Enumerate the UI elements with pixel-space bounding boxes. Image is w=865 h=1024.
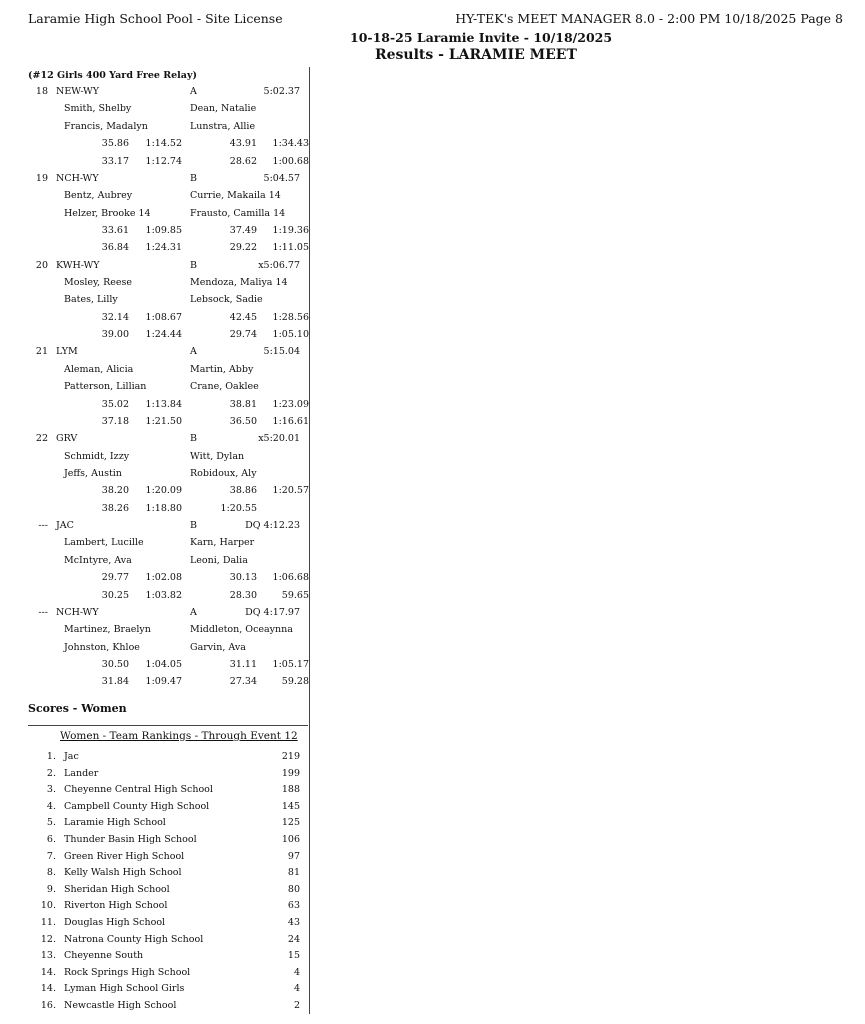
rank-score: 145	[281, 800, 300, 812]
relay-team: GRV	[56, 433, 78, 445]
rank-team: Campbell County High School	[64, 800, 210, 812]
split-time: 1:18.80	[145, 502, 182, 514]
swimmer-name: Schmidt, Izzy	[64, 450, 130, 462]
relay-letter: B	[190, 172, 197, 184]
split-time: 1:04.05	[145, 659, 182, 670]
relay-place: 19	[35, 172, 48, 184]
relay-place: 18	[35, 86, 48, 97]
rank-team: Rock Springs High School	[64, 966, 191, 978]
swimmer-name: Bates, Lilly	[64, 294, 118, 306]
split-time: 1:00.68	[272, 155, 309, 167]
rank-number: 7.	[46, 850, 56, 862]
split-time: 28.30	[229, 589, 257, 601]
scores-heading: Scores - Women	[28, 702, 127, 715]
column-divider	[309, 67, 310, 1014]
rank-number: 3.	[46, 784, 56, 796]
split-time: 37.18	[101, 416, 129, 427]
split-time: 29.74	[229, 329, 257, 341]
split-time: 30.50	[101, 659, 129, 670]
split-time: 1:14.52	[145, 138, 182, 150]
rank-score: 4	[293, 983, 300, 995]
swimmer-name: Crane, Oaklee	[190, 381, 259, 393]
rank-number: 6.	[46, 834, 56, 845]
results-title: Results - LARAMIE MEET	[375, 47, 577, 63]
split-time: 1:05.17	[272, 659, 309, 670]
rank-score: 199	[281, 767, 300, 779]
split-time: 1:24.31	[145, 242, 182, 254]
rank-team: Kelly Walsh High School	[64, 867, 182, 879]
relay-team: LYM	[56, 346, 78, 358]
rank-number: 5.	[46, 817, 56, 829]
rank-number: 14.	[40, 966, 56, 978]
relay-letter: A	[190, 606, 197, 618]
swimmer-name: McIntyre, Ava	[64, 554, 132, 566]
page-header-left: Laramie High School Pool - Site License	[28, 11, 283, 26]
rank-number: 16.	[40, 1000, 56, 1011]
split-time: 30.13	[229, 572, 257, 584]
swimmer-name: Middleton, Oceaynna	[190, 624, 293, 636]
split-time: 1:23.09	[272, 398, 309, 410]
swimmer-name: Martinez, Braelyn	[64, 624, 151, 636]
relay-time: x5:06.77	[258, 259, 300, 271]
rank-number: 8.	[46, 867, 56, 879]
rank-score: 188	[281, 784, 300, 796]
split-time: 1:21.50	[145, 416, 182, 427]
rank-score: 4	[293, 966, 300, 978]
rank-team: Thunder Basin High School	[64, 834, 197, 845]
split-time: 36.50	[229, 416, 257, 427]
swimmer-name: Francis, Madalyn	[64, 120, 148, 132]
rank-number: 11.	[40, 917, 56, 928]
split-time: 43.91	[229, 138, 257, 150]
rank-score: 43	[287, 917, 300, 928]
rank-team: Jac	[64, 751, 79, 762]
swimmer-name: Lambert, Lucille	[64, 537, 144, 549]
rank-score: 106	[281, 834, 300, 845]
split-time: 27.34	[229, 676, 257, 688]
rank-score: 63	[287, 900, 300, 912]
rank-team: Laramie High School	[64, 817, 166, 829]
relay-letter: B	[190, 520, 197, 531]
split-time: 1:05.10	[272, 329, 309, 341]
split-time: 32.14	[101, 311, 129, 323]
relay-place: 22	[35, 433, 48, 445]
rank-team: Newcastle High School	[64, 1000, 177, 1011]
relay-letter: B	[190, 433, 197, 445]
rank-team: Lander	[64, 767, 99, 779]
swimmer-name: Dean, Natalie	[190, 103, 257, 115]
split-time: 33.17	[101, 155, 129, 167]
split-time: 1:11.05	[272, 242, 309, 254]
swimmer-name: Mosley, Reese	[64, 277, 133, 288]
split-time: 1:13.84	[145, 398, 182, 410]
split-time: 1:34.43	[272, 138, 309, 150]
swimmer-name: Lunstra, Allie	[190, 120, 256, 132]
relay-time: 5:15.04	[263, 346, 300, 358]
split-time: 36.84	[101, 242, 129, 254]
swimmer-name: Robidoux, Aly	[190, 468, 257, 479]
split-time: 1:24.44	[145, 329, 182, 341]
rank-team: Riverton High School	[64, 900, 168, 912]
relay-place: 20	[35, 259, 48, 271]
swimmer-name: Garvin, Ava	[190, 641, 246, 653]
rank-team: Natrona County High School	[64, 933, 204, 945]
rank-number: 2.	[46, 767, 56, 779]
split-time: 42.45	[229, 311, 257, 323]
split-time: 1:09.85	[145, 225, 182, 236]
split-time: 1:20.57	[272, 485, 309, 497]
rank-team: Green River High School	[64, 850, 185, 862]
relay-team: JAC	[56, 520, 74, 531]
rank-score: 97	[287, 850, 300, 862]
rank-score: 219	[281, 751, 300, 762]
split-time: 1:02.08	[145, 572, 182, 584]
split-time: 35.02	[101, 398, 129, 410]
rank-number: 4.	[46, 800, 56, 812]
split-time: 28.62	[229, 155, 257, 167]
event-title: (#12 Girls 400 Yard Free Relay)	[28, 70, 197, 81]
rank-number: 13.	[40, 950, 56, 962]
split-time: 1:20.09	[145, 485, 182, 497]
page-header-right: HY-TEK's MEET MANAGER 8.0 - 2:00 PM 10/18/2025 Page 8	[455, 11, 843, 26]
relay-time: x5:20.01	[258, 433, 300, 445]
split-time: 35.86	[101, 138, 129, 150]
split-time: 1:03.82	[145, 589, 182, 601]
split-time: 39.00	[101, 329, 129, 341]
split-time: 1:28.56	[272, 311, 309, 323]
rankings-divider	[28, 725, 308, 726]
split-time: 29.22	[229, 242, 257, 254]
split-time: 37.49	[229, 225, 257, 236]
swimmer-name: Helzer, Brooke 14	[64, 207, 151, 219]
rank-number: 9.	[46, 883, 56, 895]
relay-time: 5:02.37	[263, 86, 300, 97]
rank-team: Sheridan High School	[64, 883, 170, 895]
rank-team: Lyman High School Girls	[64, 983, 185, 995]
split-time: 1:16.61	[272, 416, 309, 427]
split-time: 29.77	[101, 572, 129, 584]
relay-team: KWH-WY	[56, 259, 100, 271]
swimmer-name: Bentz, Aubrey	[64, 190, 133, 202]
relay-team: NCH-WY	[56, 172, 99, 184]
meet-subtitle: 10-18-25 Laramie Invite - 10/18/2025	[350, 30, 613, 45]
split-time: 31.84	[101, 676, 129, 688]
rank-number: 10.	[40, 900, 56, 912]
split-time: 33.61	[101, 225, 129, 236]
split-time: 38.81	[229, 398, 257, 410]
swimmer-name: Aleman, Alicia	[64, 363, 134, 375]
swimmer-name: Johnston, Khloe	[64, 641, 140, 653]
relay-time: DQ 4:17.97	[245, 606, 300, 618]
swimmer-name: Currie, Makaila 14	[190, 190, 281, 202]
rank-team: Cheyenne South	[64, 950, 144, 962]
rank-team: Douglas High School	[64, 917, 166, 928]
split-time: 31.11	[229, 659, 257, 670]
split-time: 1:19.36	[272, 225, 309, 236]
swimmer-name: Martin, Abby	[190, 363, 254, 375]
rank-score: 125	[281, 817, 300, 829]
split-time: 38.26	[101, 502, 129, 514]
relay-place: ---	[38, 520, 48, 531]
rank-number: 1.	[46, 751, 56, 762]
swimmer-name: Leoni, Dalia	[190, 554, 248, 566]
split-time: 38.86	[229, 485, 257, 497]
swimmer-name: Jeffs, Austin	[64, 468, 122, 479]
relay-time: DQ 4:12.23	[245, 520, 300, 531]
rank-score: 80	[287, 883, 300, 895]
split-time: 1:12.74	[145, 155, 182, 167]
swimmer-name: Patterson, Lillian	[64, 381, 147, 393]
split-time: 59.28	[281, 676, 309, 688]
relay-place: 21	[35, 346, 48, 358]
relay-letter: A	[190, 346, 197, 358]
split-time: 1:06.68	[272, 572, 309, 584]
split-time: 30.25	[101, 589, 129, 601]
rank-team: Cheyenne Central High School	[64, 784, 213, 796]
split-time: 1:09.47	[145, 676, 182, 688]
swimmer-name: Mendoza, Maliya 14	[190, 277, 288, 288]
rank-score: 24	[287, 933, 300, 945]
rank-score: 15	[287, 950, 300, 962]
rank-score: 2	[293, 1000, 300, 1011]
relay-letter: A	[190, 86, 197, 97]
swimmer-name: Smith, Shelby	[64, 103, 132, 115]
rank-score: 81	[287, 867, 300, 879]
relay-team: NCH-WY	[56, 606, 99, 618]
relay-time: 5:04.57	[263, 172, 300, 184]
split-time: 1:20.55	[220, 502, 257, 514]
swimmer-name: Frausto, Camilla 14	[190, 207, 286, 219]
rankings-title: Women - Team Rankings - Through Event 12	[60, 730, 298, 742]
split-time: 38.20	[101, 485, 129, 497]
rank-number: 12.	[40, 933, 56, 945]
relay-letter: B	[190, 259, 197, 271]
split-time: 59.65	[281, 589, 309, 601]
split-time: 1:08.67	[145, 311, 182, 323]
swimmer-name: Karn, Harper	[190, 537, 255, 549]
rank-number: 14.	[40, 983, 56, 995]
relay-place: ---	[38, 606, 48, 618]
swimmer-name: Witt, Dylan	[190, 450, 245, 462]
relay-team: NEW-WY	[56, 86, 100, 97]
swimmer-name: Lebsock, Sadie	[190, 294, 263, 306]
